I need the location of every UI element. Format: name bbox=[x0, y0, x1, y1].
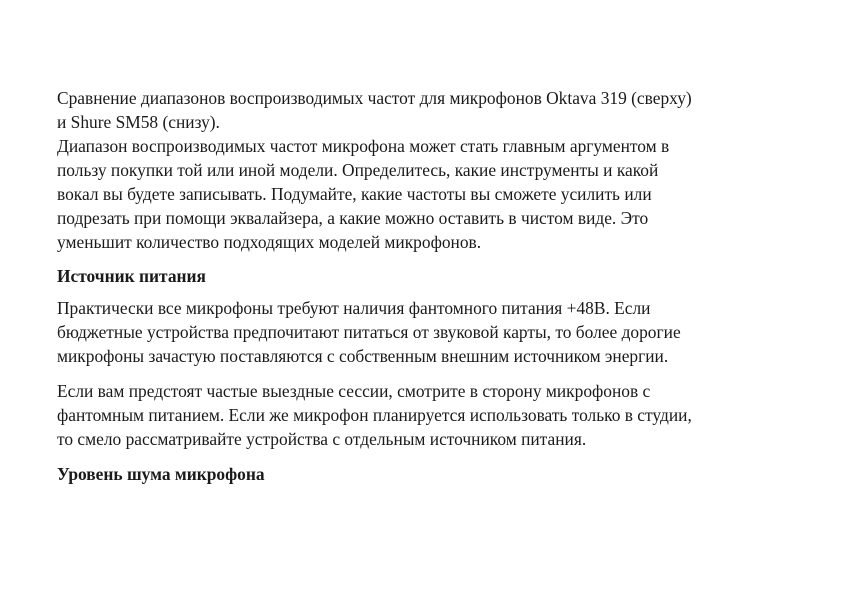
text-line: Диапазон воспроизводимых частот микрофона может стать главным аргументом в bbox=[57, 136, 670, 156]
text-line: бюджетные устройства предпочитают питаться от звуковой карты, то более дорогие bbox=[57, 322, 681, 342]
text-line: и Shure SM58 (снизу). bbox=[57, 112, 220, 132]
heading-noise-level: Уровень шума микрофона bbox=[57, 464, 265, 484]
text-line: микрофоны зачастую поставляются с собственным внешним источником энергии. bbox=[57, 346, 669, 366]
document-page bbox=[57, 86, 797, 486]
text-line: пользу покупки той или иной модели. Определитесь, какие инструменты и какой bbox=[57, 160, 659, 180]
text-line: то смело рассматривайте устройства с отдельным источником питания. bbox=[57, 429, 587, 449]
text-line: уменьшит количество подходящих моделей микрофонов. bbox=[57, 232, 482, 252]
text-line: Сравнение диапазонов воспроизводимых частот для микрофонов Oktava 319 (сверху) bbox=[57, 88, 692, 108]
power-paragraph-2 bbox=[57, 379, 797, 451]
heading-power-source: Источник питания bbox=[57, 266, 206, 286]
text-line: фантомным питанием. Если же микрофон планируется использовать только в студии, bbox=[57, 405, 692, 425]
text-line: вокал вы будете записывать. Подумайте, какие частоты вы сможете усилить или bbox=[57, 184, 652, 204]
text-line: Если вам предстоят частые выездные сессии, смотрите в сторону микрофонов с bbox=[57, 381, 651, 401]
intro-paragraph bbox=[57, 86, 797, 254]
text-line: подрезать при помощи эквалайзера, а какие можно оставить в чистом виде. Это bbox=[57, 208, 649, 228]
power-paragraph-1 bbox=[57, 296, 797, 368]
text-line: Практически все микрофоны требуют наличия фантомного питания +48В. Если bbox=[57, 298, 651, 318]
